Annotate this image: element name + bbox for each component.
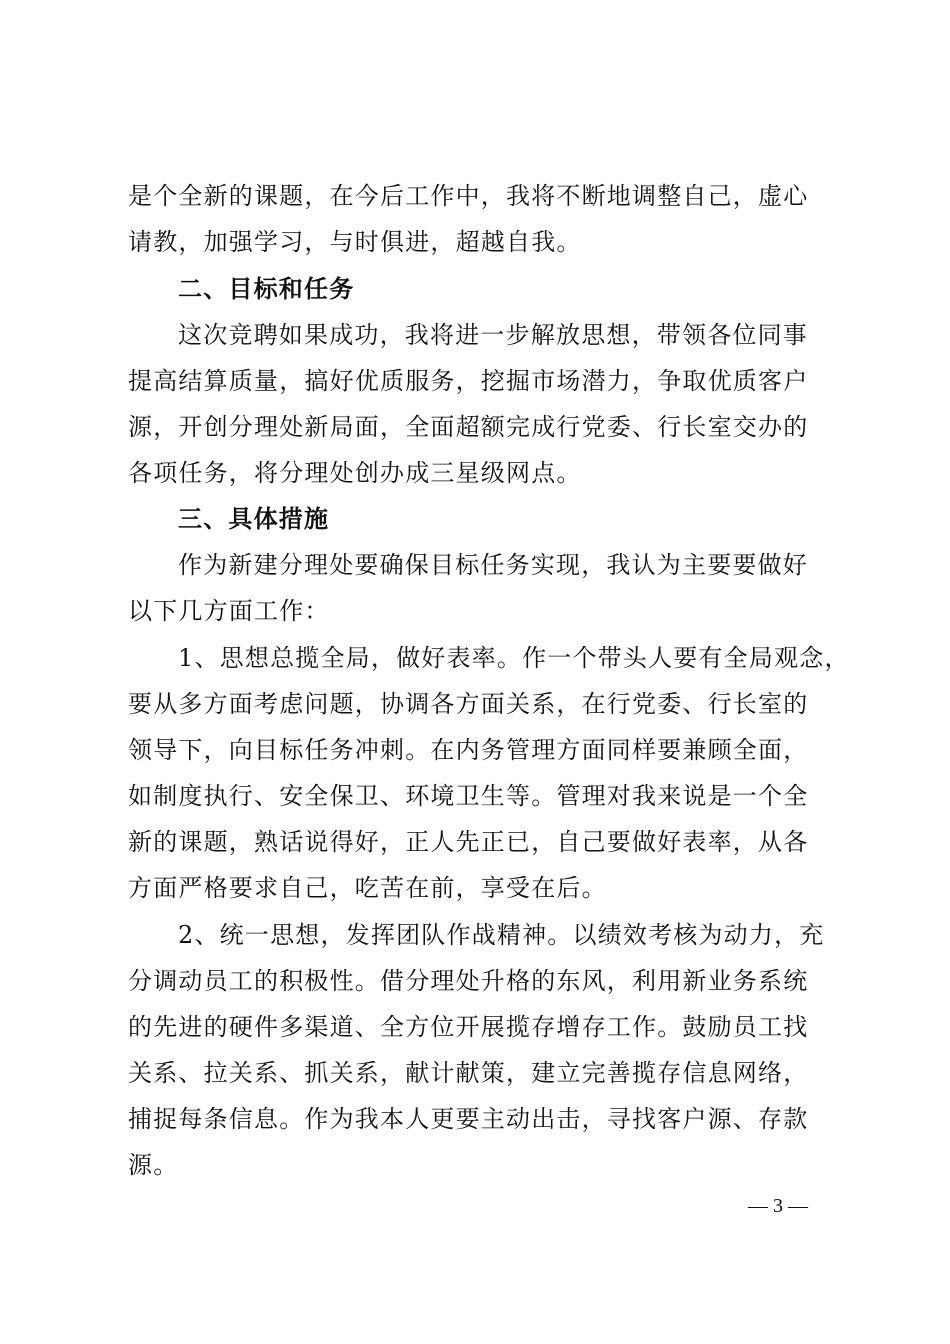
- text-line: 方面严格要求自己，吃苦在前，享受在后。: [128, 874, 607, 902]
- text-line: 请教，加强学习，与时俱进，超越自我。: [128, 228, 582, 256]
- text-line: 要从多方面考虑问题，协调各方面关系，在行党委、行长室的: [128, 690, 809, 718]
- text-line: 是个全新的课题，在今后工作中，我将不断地调整自己，虚心: [128, 182, 809, 210]
- section-heading: 三、具体措施: [178, 505, 330, 533]
- text-line: 领导下，向目标任务冲刺。在内务管理方面同样要兼顾全面，: [128, 736, 809, 764]
- text-line: 捕捉每条信息。作为我本人更要主动出击，寻找客户源、存款: [128, 1105, 809, 1133]
- text-line: 源。: [128, 1151, 179, 1179]
- text-line: 各项任务，将分理处创办成三星级网点。: [128, 459, 582, 487]
- text-line: 提高结算质量，搞好优质服务，挖掘市场潜力，争取优质客户: [128, 367, 809, 395]
- text-line: 1、思想总揽全局，做好表率。作一个带头人要有全局观念，: [178, 644, 850, 672]
- text-line: 的先进的硬件多渠道、全方位开展揽存增存工作。鼓励员工找: [128, 1013, 809, 1041]
- text-line: 如制度执行、安全保卫、环境卫生等。管理对我来说是一个全: [128, 782, 809, 810]
- text-line: 作为新建分理处要确保目标任务实现，我认为主要要做好: [178, 551, 808, 579]
- text-line: 新的课题，熟话说得好，正人先正已，自己要做好表率，从各: [128, 828, 809, 856]
- text-line: 这次竞聘如果成功，我将进一步解放思想，带领各位同事: [178, 321, 808, 349]
- text-line: 关系、拉关系、抓关系，献计献策，建立完善揽存信息网络，: [128, 1059, 809, 1087]
- text-line: 分调动员工的积极性。借分理处升格的东风，利用新业务系统: [128, 967, 809, 995]
- page-number: — 3 —: [748, 1195, 808, 1217]
- section-heading: 二、目标和任务: [178, 275, 355, 303]
- text-line: 源，开创分理处新局面，全面超额完成行党委、行长室交办的: [128, 413, 809, 441]
- text-line: 2、统一思想，发挥团队作战精神。以绩效考核为动力，充: [178, 921, 825, 949]
- text-line: 以下几方面工作：: [128, 597, 330, 625]
